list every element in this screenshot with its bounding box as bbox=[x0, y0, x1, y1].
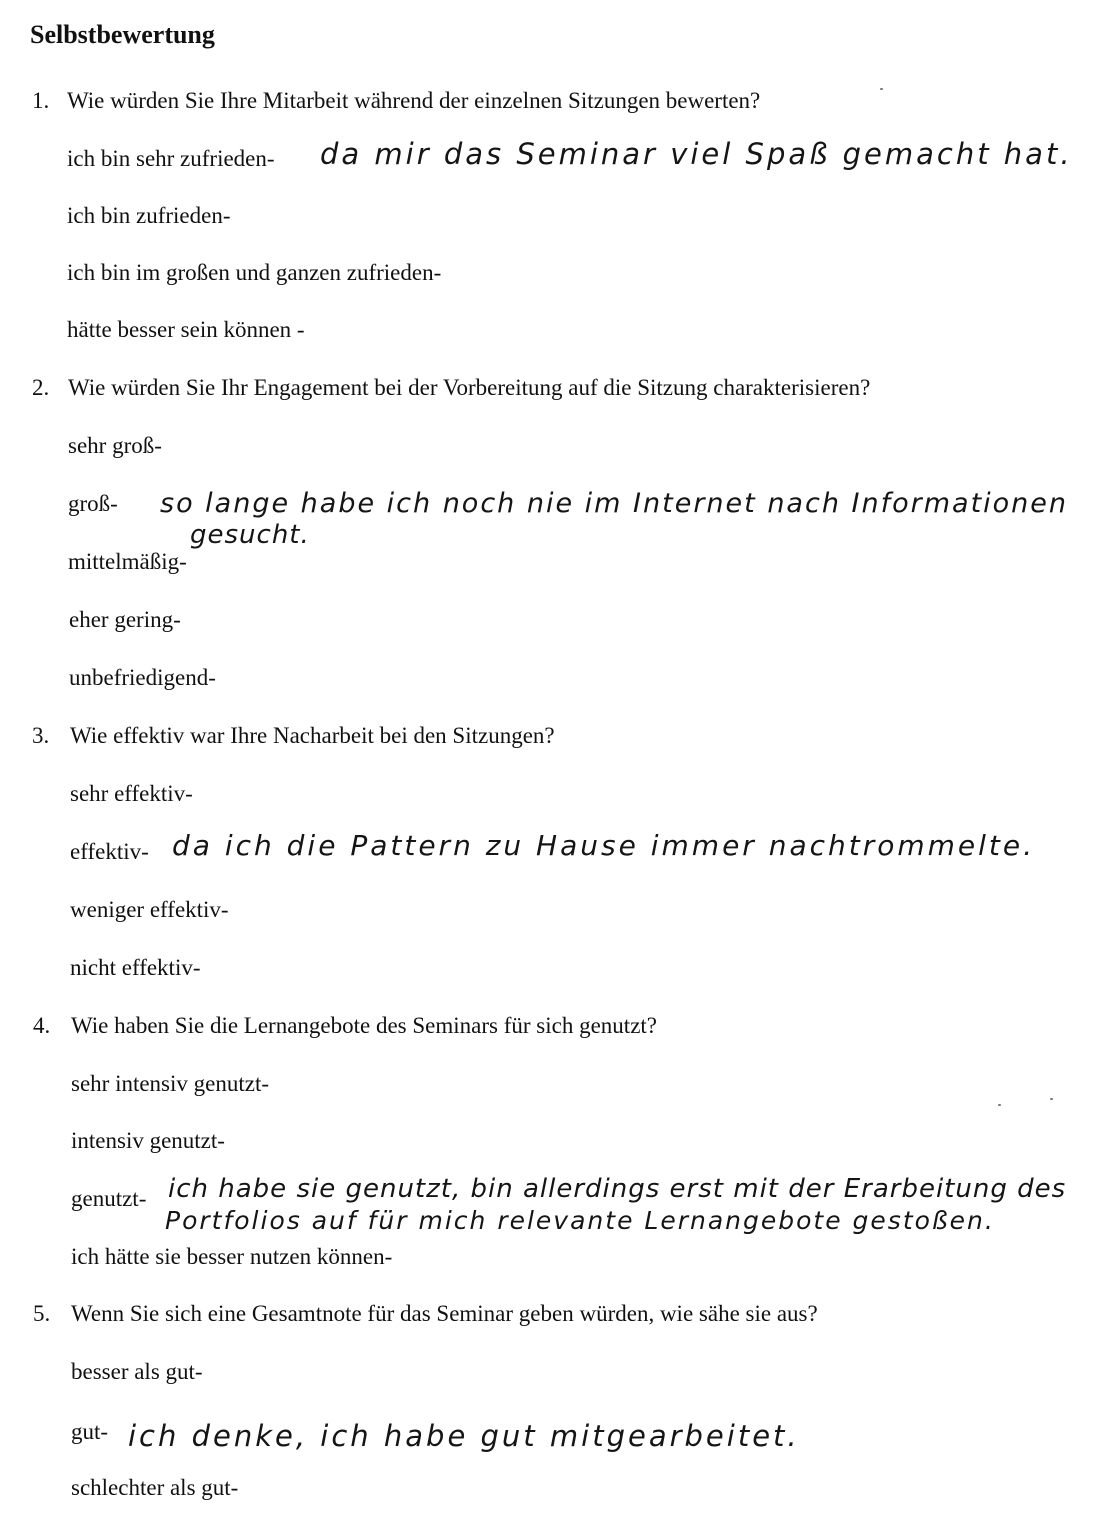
handwritten-answer-2-line-1: so lange habe ich noch nie im Internet nach Informationen bbox=[160, 488, 1069, 519]
handwritten-answer-2-line-2: gesucht. bbox=[190, 520, 310, 550]
question-4-number: 4. bbox=[33, 1013, 51, 1038]
handwritten-answer-5: ich denke, ich habe gut mitgearbeitet. bbox=[128, 1419, 800, 1453]
question-4-option-1: sehr intensiv genutzt- bbox=[71, 1071, 270, 1096]
question-1-number: 1. bbox=[32, 88, 50, 113]
question-2-option-3: mittelmäßig- bbox=[68, 549, 187, 574]
question-4-option-4: ich hätte sie besser nutzen können- bbox=[71, 1244, 393, 1269]
question-5-number: 5. bbox=[33, 1301, 51, 1326]
question-2-option-4: eher gering- bbox=[69, 607, 181, 632]
question-5-option-1: besser als gut- bbox=[71, 1359, 203, 1384]
scan-speck bbox=[880, 88, 883, 90]
question-2-number: 2. bbox=[32, 375, 50, 400]
question-2-option-5: unbefriedigend- bbox=[69, 665, 216, 690]
handwritten-answer-4-line-2: Portfolios auf für mich relevante Lernangebote gestoßen. bbox=[165, 1206, 995, 1235]
question-1-option-3: ich bin im großen und ganzen zufrieden- bbox=[67, 260, 442, 285]
question-3-option-4: nicht effektiv- bbox=[70, 955, 201, 980]
question-5-text: Wenn Sie sich eine Gesamtnote für das Seminar geben würden, wie sähe sie aus? bbox=[71, 1301, 818, 1326]
question-4-text: Wie haben Sie die Lernangebote des Seminars für sich genutzt? bbox=[71, 1013, 658, 1038]
question-1-option-4: hätte besser sein können - bbox=[67, 317, 305, 342]
handwritten-answer-4-line-1: ich habe sie genutzt, bin allerdings erst mit der Erarbeitung des bbox=[168, 1174, 1067, 1204]
question-3-option-1: sehr effektiv- bbox=[70, 781, 193, 806]
question-2-option-1: sehr groß- bbox=[68, 433, 162, 458]
page-title: Selbstbewertung bbox=[30, 20, 215, 49]
question-3-option-3: weniger effektiv- bbox=[70, 897, 229, 922]
question-5-option-3: schlechter als gut- bbox=[71, 1475, 239, 1500]
question-4-option-3: genutzt- bbox=[71, 1186, 147, 1211]
handwritten-answer-1: da mir das Seminar viel Spaß gemacht hat. bbox=[320, 137, 1073, 171]
question-5-option-2: gut- bbox=[71, 1419, 109, 1444]
question-1-text: Wie würden Sie Ihre Mitarbeit während der einzelnen Sitzungen bewerten? bbox=[67, 88, 761, 113]
question-1-option-2: ich bin zufrieden- bbox=[67, 203, 231, 228]
scan-speck bbox=[1050, 1098, 1053, 1100]
question-3-number: 3. bbox=[32, 723, 50, 748]
question-3-text: Wie effektiv war Ihre Nacharbeit bei den Sitzungen? bbox=[70, 723, 555, 748]
question-2-option-2: groß- bbox=[68, 491, 118, 516]
question-3-option-2: effektiv- bbox=[70, 839, 149, 864]
question-1-option-1: ich bin sehr zufrieden- bbox=[67, 146, 275, 171]
question-2-text: Wie würden Sie Ihr Engagement bei der Vorbereitung auf die Sitzung charakterisieren? bbox=[68, 375, 871, 400]
scan-speck bbox=[998, 1104, 1001, 1106]
handwritten-answer-3: da ich die Pattern zu Hause immer nachtrommelte. bbox=[172, 829, 1036, 862]
question-4-option-2: intensiv genutzt- bbox=[71, 1128, 225, 1153]
